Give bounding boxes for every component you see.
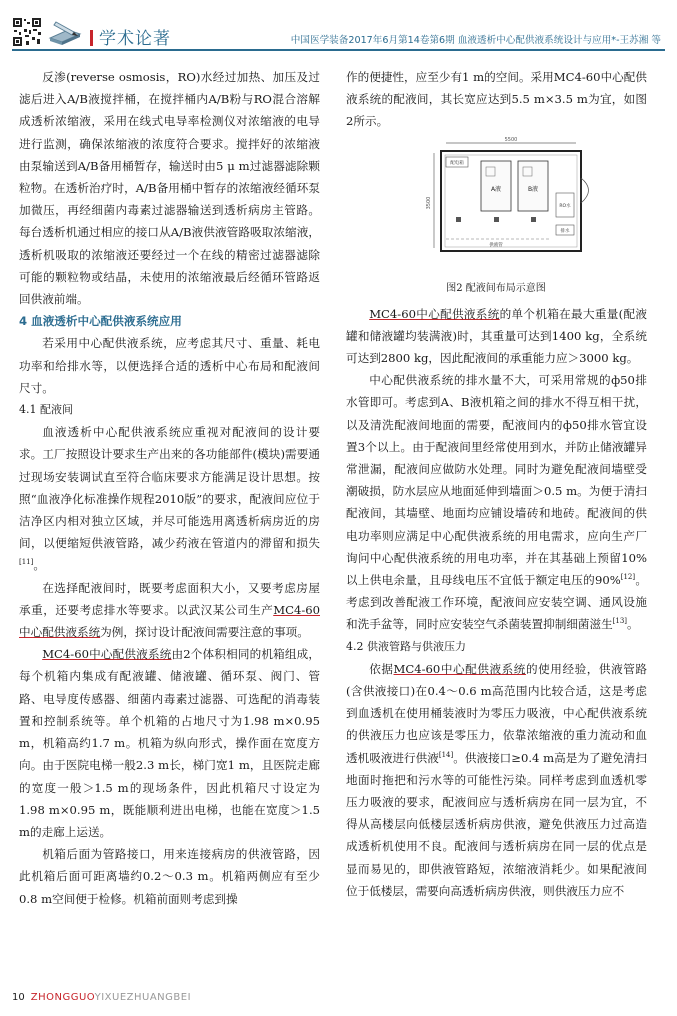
product-name: MC4-60中心配供液系统: [19, 602, 320, 640]
paragraph: MC4-60中心配供液系统由2个体积相同的机箱组成，每个机箱内集成有配液罐、储液罐、循环泵、阀门、管路、电导度传感器、细菌内毒素过滤器、可选配的消毒装置和控制系统等。单个机箱的占地尺寸为1.98 m×0.95 m，机箱高约1.7 m。机箱为纵向形式，操作面在宽度方向。由于医院电梯一般2.3 m长，梯门宽1 m，且医院走廊的宽度一般＞1.5 m的现场条件，因此机箱尺寸设定为1.98 m×0.95 m，既能顺利进出电梯，也能在宽度＞1.5 m的走廊上运送。: [19, 647, 320, 839]
label-ro: RO水: [559, 203, 571, 209]
citation: [11]: [19, 558, 34, 567]
label-a: A液: [490, 185, 502, 193]
product-name: MC4-60中心配供液系统: [393, 661, 526, 676]
paragraph: 依据MC4-60中心配供液系统的使用经验，供液管路(含供液接口)在0.4～0.6 m高范围内比较合适，这是考虑到血透机在使用桶装液时为零压力吸液，中心配供液系统的供液压力也应该是零压力，依靠浓缩液的重力流动和血透机吸液进行供液[14]。供液接口≥0.4 m高是为了避免清扫地面时拖把和污水等的可能性污染。同样考虑到血透机零压力吸液的要求，配液间应与透析病房在同一层为宜，不得从高楼层向低楼层透析病房供液，避免供液压力过高造成透析机使用不良。配液间与透析病房在同一层的优点是显而易见的，即供液管路短，浓缩液消耗少。如果配液间位于低楼层，需要向高透析病房供液，则供液压力应不: [346, 661, 647, 898]
product-name: MC4-60中心配供液系统: [369, 306, 500, 321]
citation: [12]: [620, 573, 636, 582]
figure-2: [346, 133, 647, 303]
product-name: MC4-60中心配供液系统: [42, 647, 172, 662]
page-number: 10: [12, 992, 25, 1003]
journal-brand-b: YIXUEZHUANGBEI: [94, 992, 192, 1003]
page-header: [0, 0, 677, 58]
dim-top: 5500: [504, 136, 518, 143]
paragraph: 作的便捷性，应至少有1 m的空间。采用MC4-60中心配供液系统的配液间，其长宽应达到5.5 m×3.5 m为宜，如图2所示。: [346, 70, 647, 129]
subsection-heading: 4.2 供液管路与供液压力: [346, 639, 466, 653]
paragraph: MC4-60中心配供液系统的单个机箱在最大重量(配液罐和储液罐均装满液)时，其重量可达到1400 kg，全系统可达到2800 kg，因此配液间的承重能力应＞3000 kg。: [346, 306, 647, 366]
citation: [14]: [438, 750, 454, 759]
paragraph: 在选择配液间时，既要考虑面积大小，又要考虑房屋承重，还要考虑排水等要求。以武汉某公司生产MC4-60中心配供液系统为例，探讨设计配液间需要注意的事项。: [19, 580, 320, 640]
book-pen-icon: [48, 18, 82, 46]
floor-plan-diagram: [346, 133, 647, 303]
citation: [13]: [612, 617, 628, 626]
figure-caption: 图2 配液间布局示意图: [446, 282, 546, 294]
paragraph: 若采用中心配供液系统，应考虑其尺寸、重量、耗电功率和给排水等，以便选择合适的透析中心布局和配液间尺寸。: [19, 336, 320, 395]
running-head: 中国医学装备2017年6月第14卷第6期 血液透析中心配供液系统设计与应用*-王苏湘 等: [290, 35, 661, 46]
paragraph: 反渗(reverse osmosis，RO)水经过加热、加压及过滤后进入A/B液搅拌桶，在搅拌桶内A/B粉与RO混合溶解成透析浓缩液，采用在线式电导率检测仪对浓缩液的电导进行监测，确保浓缩液的浓度符合要求。搅拌好的浓缩液由泵输送到A/B备用桶暂存，输送时由5 μ m过滤器滤除颗粒物。在透析治疗时，A/B备用桶中暂存的浓缩液经循环泵加微压，再经细菌内毒素过滤器输送到透析病房主管路。每台透析机通过相应的接口从A/B液供液管路吸取浓缩液，透析机吸取的浓缩液还要经过一个在线的精密过滤器滤除可能的颗粒物或结晶，未使用的浓缩液最后经循环管路返回供液前端。: [19, 70, 320, 307]
qr-code-icon: [12, 17, 42, 47]
label-b: B液: [527, 185, 539, 193]
label-drain: 排水: [560, 228, 570, 234]
section-heading: 4 血液透析中心配供液系统应用: [19, 314, 182, 329]
paragraph: 机箱后面为管路接口，用来连接病房的供液管路，因此机箱后面可距离墙约0.2～0.3 m。机箱两侧应有至少0.8 m空间便于检修。机箱前面则考虑到操: [19, 847, 320, 906]
dim-side: 3500: [426, 196, 432, 209]
page-footer: [12, 992, 191, 1003]
paragraph: 中心配供液系统的排水量不大，可采用常规的ф50排水管即可。考虑到A、B液机箱之间的排水不得互相干扰，以及清洗配液间地面的需要，配液间内的ф50排水管宜设置3个以上。由于配液间里经常使用到水，并防止储液罐异常泄漏，配液间应做防水处理。同时为避免配液间墙壁受潮破损，防水层应从地面延伸到墙面＞0.5 m。为便于清扫配液间，其墙壁、地面均应铺设墙砖和地砖。配液间的供电功率则应满足中心配供液系统的用电需求，应向生产厂询问中心配供液系统的用电功率，并在其基础上预留10%以上供电余量，且母线电压不宜低于额定电压的90%[12]。考虑到改善配液工作环境，配液间应安装空调、通风设施和洗手盆等，同时应安装空气杀菌装置抑制细菌滋生[13]。: [346, 373, 647, 632]
journal-brand-a: ZHONGGUO: [30, 992, 95, 1003]
paragraph: 血液透析中心配供液系统应重视对配液间的设计要求。工厂按照设计要求生产出来的各功能部件(模块)需要通过现场安装调试直至符合临床要求方能满足设计思想。按照“血液净化标准操作规程2010版”的要求，配液间应位于洁净区内相对独立区域，并尽可能选用离透析病房近的房间，以便缩短供液管路，减少药液在管道内的滞留和损失[11]。: [19, 425, 320, 573]
left-column: [19, 66, 320, 910]
label-power: 配电箱: [450, 160, 464, 166]
label-pipe: 供液管: [489, 242, 503, 248]
subsection-heading: 4.1 配液间: [19, 403, 73, 417]
section-label: 学术论著: [90, 24, 171, 49]
header-rule: [12, 49, 665, 51]
right-column: [346, 66, 647, 902]
